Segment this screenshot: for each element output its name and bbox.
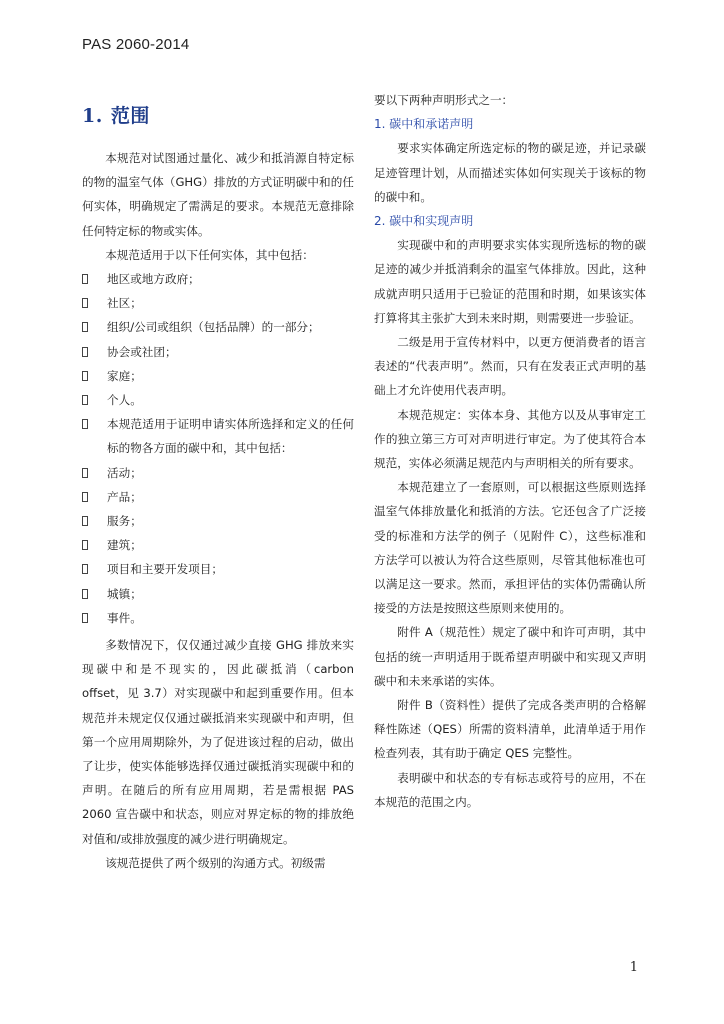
- list-item: [82, 606, 354, 630]
- list-item-text: 本规范适用于证明申请实体所选择和定义的任何标的物各方面的碳中和，其中包括：: [107, 417, 354, 456]
- left-body-block: [82, 633, 354, 875]
- list-item: [82, 315, 354, 339]
- bullet-box-icon: [82, 589, 88, 599]
- scope-paragraph-1: 本规范对试图通过量化、减少和抵消源自特定标的物的温室气体（GHG）排放的方式证明碳中和的任何实体，明确规定了需满足的要求。本规范无意排除任何特定标的物或实体。: [82, 151, 354, 238]
- bullet-box-icon: [82, 322, 88, 332]
- commitment-declaration-heading: 1. 碳中和承诺声明: [374, 117, 474, 132]
- continued-paragraph: 要以下两种声明形式之一：: [374, 93, 514, 107]
- section-title: 范围: [110, 105, 150, 127]
- bullet-box-icon: [82, 347, 88, 357]
- bullet-box-icon: [82, 395, 88, 405]
- commitment-paragraph: 要求实体确定所选定标的物的碳足迹，并记录碳足迹管理计划，从而描述实体如何实现关于该标的物的碳中和。: [374, 141, 646, 204]
- list-item-text: 产品；: [107, 489, 142, 504]
- list-item: [82, 485, 354, 509]
- list-item: [82, 582, 354, 606]
- bullet-box-icon: [82, 564, 88, 574]
- carbon-offset-paragraph: 多数情况下，仅仅通过减少直接 GHG 排放来实现碳中和是不现实的，因此碳抵消（carbon offset，见 3.7）对实现碳中和起到重要作用。但本规范并未规定仅仅通过碳抵消来实现碳中和声明，但第一个应用周期除外，为了促进该过程的启动，做出了让步，使实体能够选择仅通过碳抵消实现碳中和的声明。在随后的所有应用周期，若是需根据 PAS 2060 宣告碳中和状态，则应对界定标的物的排放绝对值和/或排放强度的减少进行明确规定。: [82, 638, 354, 846]
- left-intro-block: [82, 146, 354, 267]
- qualifying-explanatory-paragraph: 二级是用于宣传材料中，以更方便消费者的语言表述的“代表声明”。然而，只有在发表正式声明的基础上才允许使用代表声明。: [374, 335, 646, 398]
- list-item: [82, 364, 354, 388]
- logo-scope-paragraph: 表明碳中和状态的专有标志或符号的应用，不在本规范的范围之内。: [374, 770, 646, 809]
- list-item-text: 事件。: [107, 610, 142, 625]
- bullet-box-icon: [82, 298, 88, 308]
- document-id-header: PAS 2060-2014: [82, 36, 190, 53]
- right-column-block: [374, 88, 646, 814]
- bullet-box-icon: [82, 274, 88, 284]
- section-number: 1.: [82, 105, 103, 127]
- list-item: [82, 340, 354, 364]
- list-item-text: 项目和主要开发项目；: [107, 562, 223, 577]
- list-item-text: 个人。: [107, 393, 142, 408]
- list-item-text: 家庭；: [107, 368, 142, 383]
- communication-levels-paragraph: 该规范提供了两个级别的沟通方式。初级需: [105, 855, 326, 870]
- list-item: [82, 388, 354, 412]
- list-item-text: 建筑；: [107, 538, 142, 553]
- entity-list: [82, 267, 354, 630]
- scope-paragraph-2: 本规范适用于以下任何实体，其中包括：: [105, 247, 314, 262]
- bullet-box-icon: [82, 371, 88, 381]
- annex-b-paragraph: 附件 B（资料性）提供了完成各类声明的合格解释性陈述（QES）所需的资料清单，此清单适于用作检查列表，其有助于确定 QES 完整性。: [374, 698, 646, 761]
- list-item: [82, 533, 354, 557]
- bullet-box-icon: [82, 419, 88, 429]
- bullet-box-icon: [82, 613, 88, 623]
- list-item: [82, 267, 354, 291]
- bullet-box-icon: [82, 468, 88, 478]
- list-item-text: 协会或社团；: [107, 344, 177, 359]
- bullet-box-icon: [82, 516, 88, 526]
- list-item-text: 城镇；: [107, 586, 142, 601]
- bullet-box-icon: [82, 492, 88, 502]
- section-heading: [82, 101, 150, 128]
- list-item-text: 社区；: [107, 296, 142, 311]
- achievement-declaration-heading: 2. 碳中和实现声明: [374, 214, 474, 229]
- list-item-text: 地区或地方政府；: [107, 272, 200, 286]
- list-item: [82, 291, 354, 315]
- list-item: [82, 557, 354, 581]
- list-item: [82, 461, 354, 485]
- principles-paragraph: 本规范建立了一套原则，可以根据这些原则选择温室气体排放量化和抵消的方法。它还包含了广泛接受的标准和方法学的例子（见附件 C），这些标准和方法学可以被认为符合这些原则，尽管其他标准也可以满足这一要求。然而，承担评估的实体仍需确认所接受的方法是按照这些原则来使用的。: [374, 480, 646, 616]
- validation-paragraph: 本规范规定：实体本身、其他方以及从事审定工作的独立第三方可对声明进行审定。为了使其符合本规范，实体必须满足规范内与声明相关的所有要求。: [374, 407, 646, 471]
- list-item-text: 组织/公司或组织（包括品牌）的一部分；: [107, 320, 320, 335]
- annex-a-paragraph: 附件 A（规范性）规定了碳中和许可声明，其中包括的统一声明适用于既希望声明碳中和实现又声明碳中和未来承诺的实体。: [374, 625, 646, 688]
- list-item: [82, 412, 354, 460]
- achievement-paragraph: 实现碳中和的声明要求实体实现所选标的物的碳足迹的减少并抵消剩余的温室气体排放。因此，这种成就声明只适用于已验证的范围和时期，如果该实体打算将其主张扩大到未来时期，则需要进一步验证。: [374, 238, 646, 325]
- page-number: 1: [629, 960, 638, 975]
- bullet-box-icon: [82, 540, 88, 550]
- list-item-text: 服务；: [107, 514, 142, 529]
- list-item: [82, 509, 354, 533]
- list-item-text: 活动；: [107, 465, 142, 480]
